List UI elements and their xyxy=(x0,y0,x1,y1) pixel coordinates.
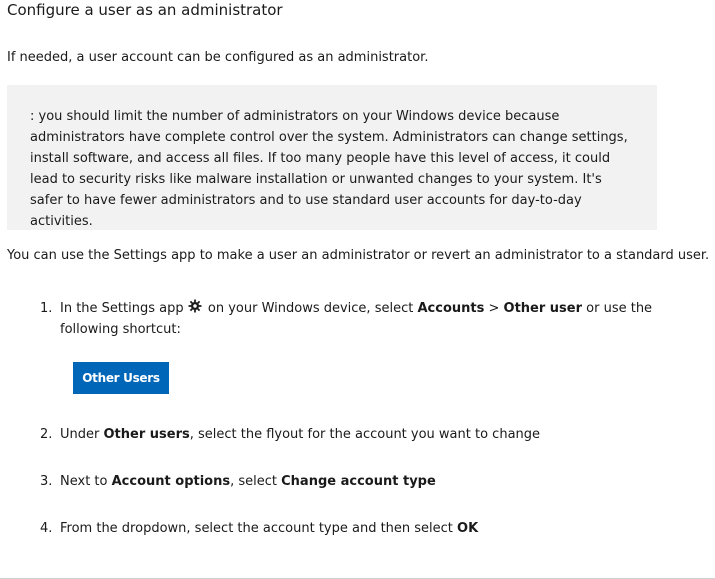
step-content xyxy=(60,518,675,539)
note-box xyxy=(7,85,657,230)
step-text: In the Settings app xyxy=(60,301,184,316)
step-bold-ok: OK xyxy=(457,521,479,536)
intro-text: If needed, a user account can be configured as an administrator. xyxy=(7,50,429,65)
step-text: , select the flyout for the account you want to change xyxy=(189,427,541,442)
step-text: or use the following shortcut: xyxy=(60,301,653,337)
step-content xyxy=(60,424,675,445)
note-text: : you should limit the number of administrators on your Windows device because administrators have complete control over the system. Administrators can change settings, install software, and access all files. If too many people have this level of access, it could lead to security risks like malware installation or unwanted changes to your system. It's safer to have fewer administrators and to use standard user accounts for day-to-day activities. xyxy=(30,109,628,229)
settings-gear-icon xyxy=(188,299,202,313)
step-text: , select xyxy=(230,474,282,489)
step-content xyxy=(60,298,675,340)
step-text: on your Windows device, select xyxy=(203,301,418,316)
step-bold-other-users: Other users xyxy=(103,427,190,442)
step-number: 3. xyxy=(40,474,53,489)
step-bold-account-options: Account options xyxy=(111,474,231,489)
step-bold-accounts: Accounts xyxy=(417,301,485,316)
step-separator: > xyxy=(484,301,504,316)
settings-paragraph: You can use the Settings app to make a user an administrator or revert an administrator to a standard user. xyxy=(7,248,710,263)
step-number: 1. xyxy=(40,301,53,316)
step-number: 4. xyxy=(40,521,53,536)
step-number: 2. xyxy=(40,427,53,442)
step-bold-change-account-type: Change account type xyxy=(281,474,436,489)
step-content xyxy=(60,471,675,492)
step-text: From the dropdown, select the account type and then select xyxy=(60,521,458,536)
step-bold-other-user: Other user xyxy=(503,301,583,316)
step-text: Next to xyxy=(60,474,112,489)
page-title: Configure a user as an administrator xyxy=(7,1,283,19)
other-users-shortcut-button[interactable]: Other Users xyxy=(73,362,169,394)
step-text: Under xyxy=(60,427,104,442)
